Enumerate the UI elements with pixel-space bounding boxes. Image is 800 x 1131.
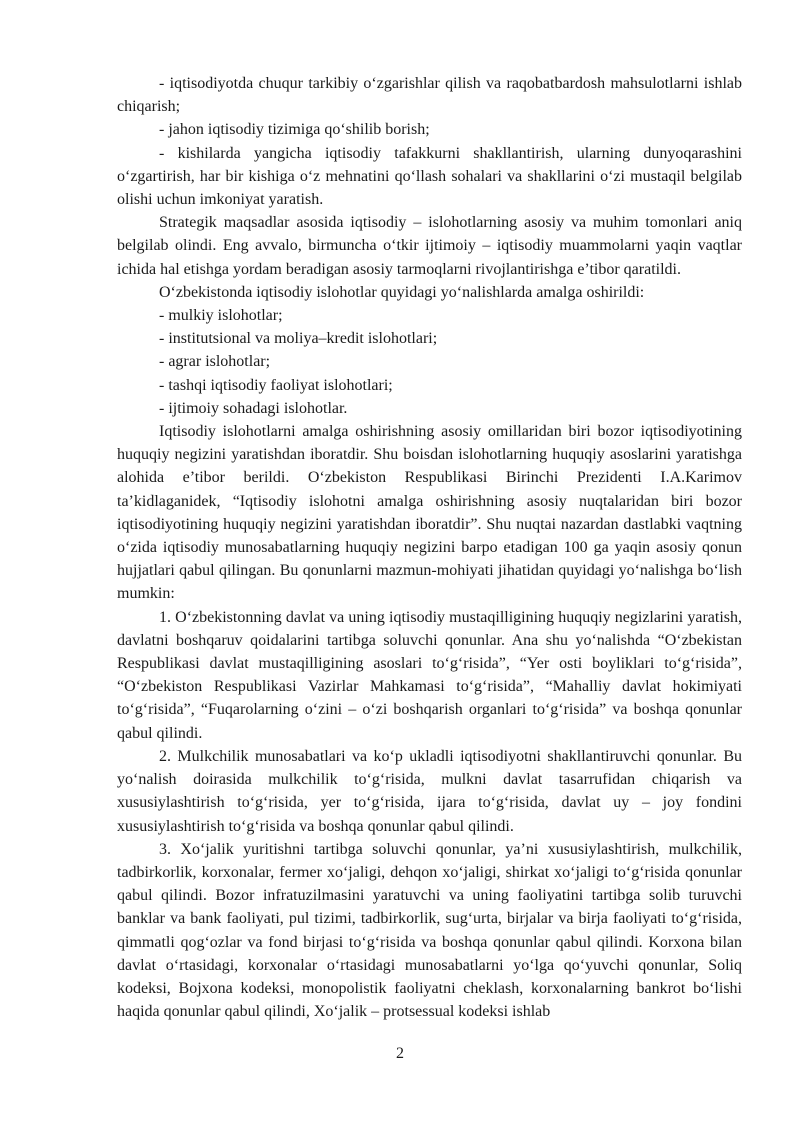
paragraph: O‘zbekistonda iqtisodiy islohotlar quyidagi yo‘nalishlarda amalga oshirildi: bbox=[159, 283, 645, 301]
document-body bbox=[117, 72, 742, 1023]
page-number: 2 bbox=[396, 1045, 404, 1062]
paragraph: 2. Mulkchilik munosabatlari va ko‘p ukladli iqtisodiyotni shakllantiruvchi qonunlar. Bu yo‘nalish doirasida mulkchilik to‘g‘risida, mulkni davlat tasarrufidan chiqarish va xususiylashtirish to‘g‘risida, yer to‘g‘risida, ijara to‘g‘risida, davlat uy – joy fondini xususiylashtirish to‘g‘risida va boshqa qonunlar qabul qilindi. bbox=[117, 747, 742, 835]
paragraph: 1. O‘zbekistonning davlat va uning iqtisodiy mustaqilligining huquqiy negizlarini yaratish, davlatni boshqaruv qoidalarini tartibga soluvchi qonunlar. Ana shu yo‘nalishda “O‘zbekistan Respublikasi davlat mustaqilligining asoslari to‘g‘risida”, “Yer osti boyliklari to‘g‘risida”, “O‘zbekiston Respublikasi Vazirlar Mahkamasi to‘g‘risida”, “Mahalliy davlat hokimiyati to‘g‘risida”, “Fuqarolarning o‘zini – o‘zi boshqarish organlari to‘g‘risida” va boshqa qonunlar qabul qilindi. bbox=[117, 608, 742, 742]
list-item: - institutsional va moliya–kredit islohotlari; bbox=[159, 330, 438, 348]
paragraph: Iqtisodiy islohotlarni amalga oshirishning asosiy omillaridan biri bozor iqtisodiyotining huquqiy negizini yaratishdan iboratdir. Shu boisdan islohotlarning huquqiy asoslarini yaratishga alohida e’tibor berildi. O‘zbekiston Respublikasi Birinchi Prezidenti I.A.Karimov ta’kidlaganidek, “Iqtisodiy islohotni amalga oshirishning asosiy nuqtalaridan biri bozor iqtisodiyotining huquqiy negizini yaratishdan iboratdir”. Shu nuqtai nazardan dastlabki vaqtning o‘zida iqtisodiy munosabatlarning huquqiy negizini barpo etadigan 100 ga yaqin asosiy qonun hujjatlari qabul qilingan. Bu qonunlarni mazmun-mohiyati jihatidan quyidagi yo‘nalishga bo‘lish mumkin: bbox=[117, 423, 742, 603]
list-item: - tashqi iqtisodiy faoliyat islohotlari; bbox=[159, 376, 393, 394]
paragraph: 3. Xo‘jalik yuritishni tartibga soluvchi qonunlar, ya’ni xususiylashtirish, mulkchilik, tadbirkorlik, korxonalar, fermer xo‘jaligi, dehqon xo‘jaligi, shirkat xo‘jaligi to‘g‘risida qonunlar qabul qilindi. Bozor infratuzilmasini yaratuvchi va uning faoliyatini tartibga solib turuvchi banklar va bank faoliyati, pul tizimi, tadbirkorlik, sug‘urta, birjalar va birja faoliyati to‘g‘risida, qimmatli qog‘ozlar va fond birjasi to‘g‘risida va boshqa qonunlar qabul qilindi. Korxona bilan davlat o‘rtasidagi, korxonalar o‘rtasidagi munosabatlarni yo‘lga qo‘yuvchi qonunlar, Soliq kodeksi, Bojxona kodeksi, monopolistik faoliyatni cheklash, korxonalarning bankrot bo‘lishi haqida qonunlar qabul qilindi, Xo‘jalik – protsessual kodeksi ishlab bbox=[117, 840, 742, 1021]
paragraph: - kishilarda yangicha iqtisodiy tafakkurni shakllantirish, ularning dunyoqarashini o‘zgartirish, har bir kishiga o‘z mehnatini qo‘llash sohalari va shakllarini o‘zi mustaqil belgilab olishi uchun imkoniyat yaratish. bbox=[117, 144, 742, 209]
list-item: - mulkiy islohotlar; bbox=[159, 307, 283, 325]
paragraph: - jahon iqtisodiy tizimiga qo‘shilib borish; bbox=[159, 121, 430, 139]
list-item: - ijtimoiy sohadagi islohotlar. bbox=[159, 399, 348, 417]
paragraph: - iqtisodiyotda chuqur tarkibiy o‘zgarishlar qilish va raqobatbardosh mahsulotlarni ishlab chiqarish; bbox=[117, 75, 742, 116]
list-item: - agrar islohotlar; bbox=[159, 353, 271, 371]
paragraph: Strategik maqsadlar asosida iqtisodiy – islohotlarning asosiy va muhim tomonlari aniq belgilab olindi. Eng avvalo, birmuncha o‘tkir ijtimoiy – iqtisodiy muammolarni yaqin vaqtlar ichida hal etishga yordam beradigan asosiy tarmoqlarni rivojlantirishga e’tibor qaratildi. bbox=[117, 214, 742, 278]
